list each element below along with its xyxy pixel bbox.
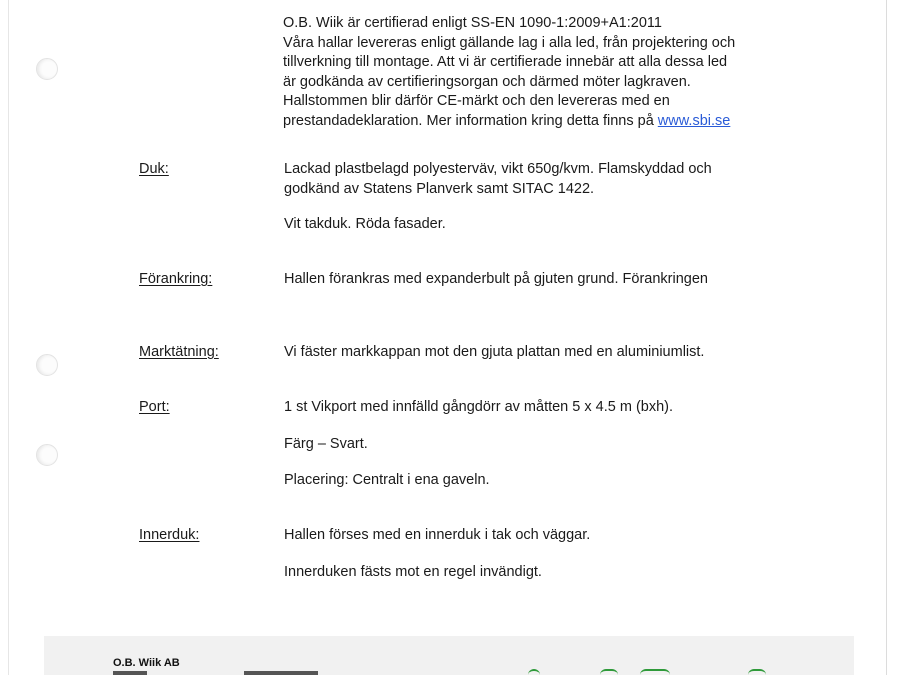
logo-green-icon — [748, 669, 766, 677]
innerduk-mounting: Innerduken fästs mot en regel invändigt. — [284, 564, 542, 580]
certification-paragraph — [283, 14, 843, 131]
duk-description — [284, 160, 712, 199]
intro-line: O.B. Wiik är certifierad enligt SS-EN 1090-1:2009+A1:2011 — [283, 15, 662, 31]
sbi-link[interactable]: www.sbi.se — [657, 112, 731, 129]
footer-company-name: O.B. Wiik AB — [113, 657, 180, 669]
logo-green-icon — [640, 669, 670, 677]
duk-color: Vit takduk. Röda fasader. — [284, 216, 446, 232]
innerduk-description: Hallen förses med en innerduk i tak och väggar. — [284, 527, 591, 543]
intro-line: är godkända av certifieringsorgan och därmed möter lagkraven. — [283, 73, 691, 90]
label-forankring: Förankring: — [139, 271, 213, 287]
intro-last-line-text: prestandadeklaration. Mer information kring detta finns på — [283, 112, 658, 129]
logo-green-icon — [528, 669, 540, 677]
intro-line: Våra hallar levereras enligt gällande lag i alla led, från projektering och — [283, 34, 736, 51]
duk-line: Lackad plastbelagd polyesterväv, vikt 650g/kvm. Flamskyddad och — [284, 161, 712, 177]
intro-line: Hallstommen blir därför CE-märkt och den levereras med en — [283, 93, 670, 109]
footer-cut-text — [244, 671, 318, 675]
intro-last-line — [283, 112, 843, 132]
label-port: Port: — [139, 399, 170, 415]
page-edge-right — [886, 0, 887, 675]
label-marktatning: Marktätning: — [139, 344, 219, 360]
marktatning-description: Vi fäster markkappan mot den gjuta plattan med en aluminiumlist. — [284, 344, 705, 360]
logo-green-icon — [600, 669, 618, 677]
label-duk: Duk: — [139, 161, 169, 177]
footer-band — [44, 636, 854, 675]
punch-hole-middle — [36, 354, 58, 376]
intro-line: tillverkning till montage. Att vi är certifierade innebär att alla dessa led — [283, 54, 728, 70]
port-color: Färg – Svart. — [284, 436, 368, 452]
punch-hole-top — [36, 58, 58, 80]
label-innerduk: Innerduk: — [139, 527, 200, 543]
port-description: 1 st Vikport med innfälld gångdörr av måtten 5 x 4.5 m (bxh). — [284, 399, 674, 415]
punch-hole-bottom — [36, 444, 58, 466]
page-edge-left — [8, 0, 9, 675]
port-placement: Placering: Centralt i ena gaveln. — [284, 472, 490, 488]
duk-line: godkänd av Statens Planverk samt SITAC 1422. — [284, 180, 595, 197]
forankring-description: Hallen förankras med expanderbult på gjuten grund. Förankringen — [284, 271, 708, 287]
footer-cut-text — [113, 671, 147, 675]
